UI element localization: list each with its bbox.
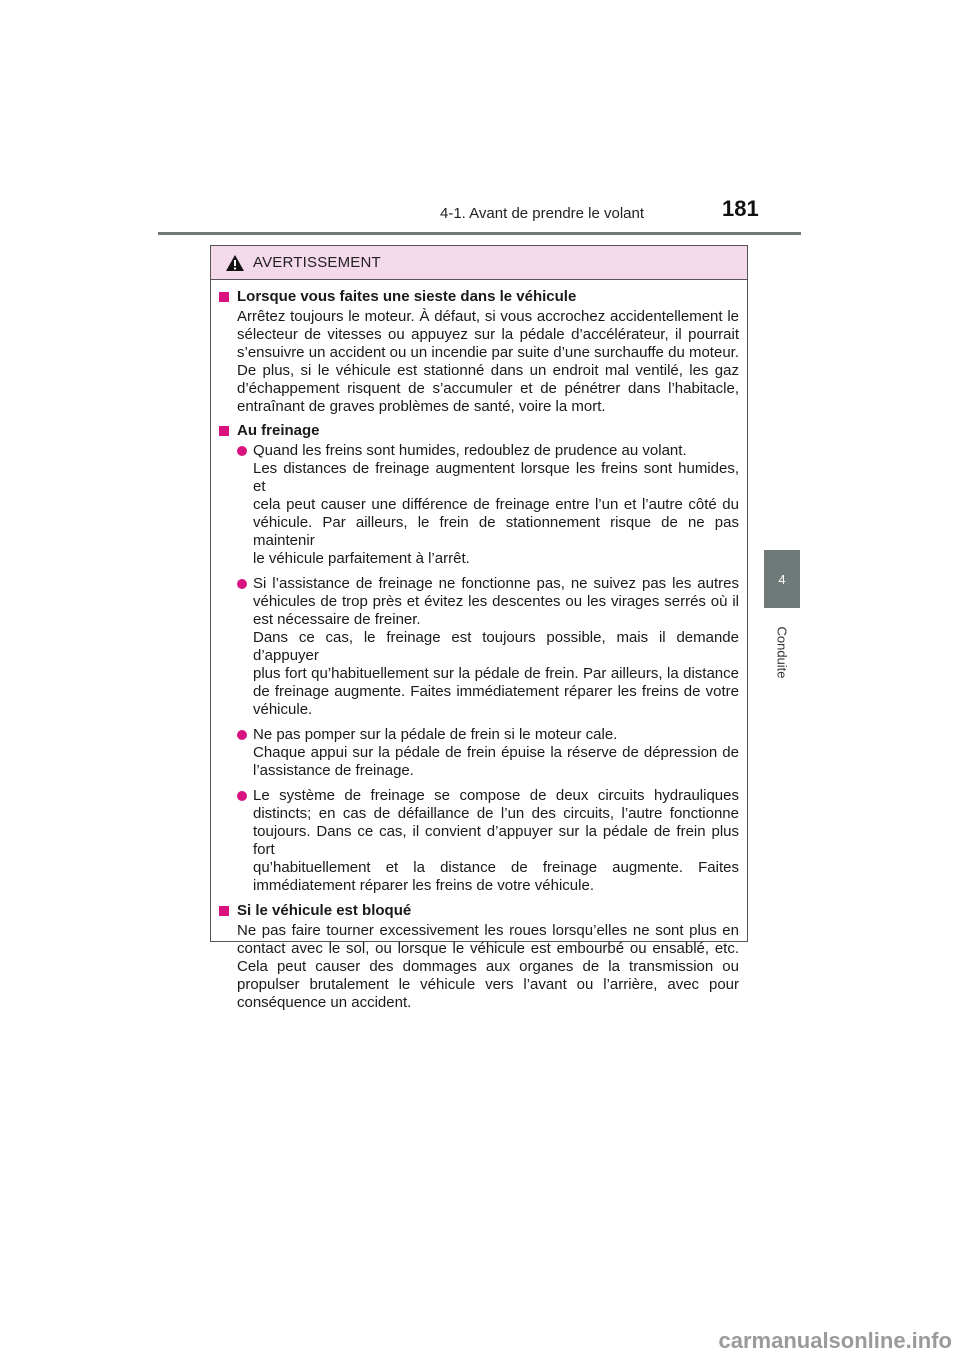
round-bullet-icon	[237, 446, 247, 456]
section-heading-text: Si le véhicule est bloqué	[237, 902, 412, 919]
square-bullet-icon	[219, 906, 229, 916]
section-paragraph	[219, 922, 739, 1012]
text-line: toujours. Dans ce cas, il convient d’appuyer sur la pédale de frein plus fort	[253, 823, 739, 858]
round-bullet-icon	[237, 791, 247, 801]
header-rule	[158, 232, 801, 235]
section-heading	[219, 902, 739, 920]
text-line: Si l’assistance de freinage ne fonctionne pas, ne suivez pas les autres	[253, 575, 739, 592]
text-line: Ne pas faire tourner excessivement les roues lorsqu’elles ne sont plus en	[237, 922, 739, 939]
section-title: 4-1. Avant de prendre le volant	[440, 205, 645, 222]
text-line: Les distances de freinage augmentent lorsque les freins sont humides, et	[253, 460, 739, 495]
warning-body	[211, 280, 747, 1012]
watermark: carmanualsonline.info	[718, 1328, 952, 1353]
section-heading	[219, 288, 739, 306]
section-heading-text: Au freinage	[237, 422, 320, 439]
list-item	[219, 726, 739, 780]
text-line: Ne pas pomper sur la pédale de frein si le moteur cale.	[253, 726, 618, 743]
text-line: conséquence un accident.	[237, 994, 412, 1011]
text-line: véhicule. Par ailleurs, le frein de stationnement risque de ne pas maintenir	[253, 514, 739, 549]
section-heading	[219, 422, 739, 440]
chapter-tab	[764, 550, 800, 608]
square-bullet-icon	[219, 292, 229, 302]
round-bullet-icon	[237, 579, 247, 589]
text-line: Quand les freins sont humides, redoublez de prudence au volant.	[253, 442, 687, 459]
section-paragraph	[219, 308, 739, 416]
chapter-label	[760, 620, 804, 684]
text-line: De plus, si le véhicule est stationné dans un endroit mal ventilé, les gaz	[237, 362, 739, 379]
page-number: 181	[722, 196, 759, 221]
text-line: qu’habituellement et la distance de freinage augmente. Faites	[253, 859, 739, 876]
list-item	[219, 787, 739, 895]
text-line: plus fort qu’habituellement sur la pédale de frein. Par ailleurs, la distance	[253, 665, 739, 682]
section-stuck	[219, 902, 739, 1012]
text-line: sélecteur de vitesses ou appuyez sur la pédale d’accélérateur, il pourrait	[237, 326, 739, 343]
warning-triangle-icon	[225, 254, 245, 272]
section-braking	[219, 422, 739, 895]
warning-box	[210, 245, 748, 1011]
round-bullet-icon	[237, 730, 247, 740]
text-line: le véhicule parfaitement à l’arrêt.	[253, 550, 470, 567]
text-line: entraînant de graves problèmes de santé, voire la mort.	[237, 398, 606, 415]
text-line: cela peut causer une différence de freinage entre l’un et l’autre côté du	[253, 496, 739, 513]
text-line: est nécessaire de freiner.	[253, 611, 421, 628]
section-nap	[219, 288, 739, 416]
list-item	[219, 442, 739, 568]
warning-header	[211, 246, 747, 280]
text-line: d’échappement risquent de s’accumuler et de pénétrer dans l’habitacle,	[237, 380, 739, 397]
text-line: Chaque appui sur la pédale de frein épuise la réserve de dépression de	[253, 744, 739, 761]
section-heading-text: Lorsque vous faites une sieste dans le véhicule	[237, 288, 577, 305]
text-line: contact avec le sol, ou lorsque le véhicule est embourbé ou ensablé, etc.	[237, 940, 739, 957]
text-line: de freinage augmente. Faites immédiatement réparer les freins de votre	[253, 683, 739, 700]
text-line: Cela peut causer des dommages aux organes de la transmission ou	[237, 958, 739, 975]
text-line: l’assistance de freinage.	[253, 762, 414, 779]
text-line: propulser brutalement le véhicule vers l’avant ou l’arrière, avec pour	[237, 976, 739, 993]
text-line: véhicule.	[253, 701, 313, 718]
chapter-number: 4	[778, 571, 786, 587]
text-line: distincts; en cas de défaillance de l’un des circuits, l’autre fonctionne	[253, 805, 739, 822]
list-item	[219, 575, 739, 719]
text-line: Arrêtez toujours le moteur. À défaut, si vous accrochez accidentellement le	[237, 308, 739, 325]
square-bullet-icon	[219, 426, 229, 436]
text-line: véhicules de trop près et évitez les descentes ou les virages serrés où il	[253, 593, 739, 610]
text-line: immédiatement réparer les freins de votre véhicule.	[253, 877, 594, 894]
warning-title: AVERTISSEMENT	[253, 254, 381, 271]
chapter-label-text: Conduite	[774, 625, 790, 679]
text-line: Le système de freinage se compose de deux circuits hydrauliques	[253, 787, 739, 804]
text-line: Dans ce cas, le freinage est toujours possible, mais il demande d’appuyer	[253, 629, 739, 664]
text-line: s’ensuivre un accident ou un incendie par suite d’une surchauffe du moteur.	[237, 344, 739, 361]
